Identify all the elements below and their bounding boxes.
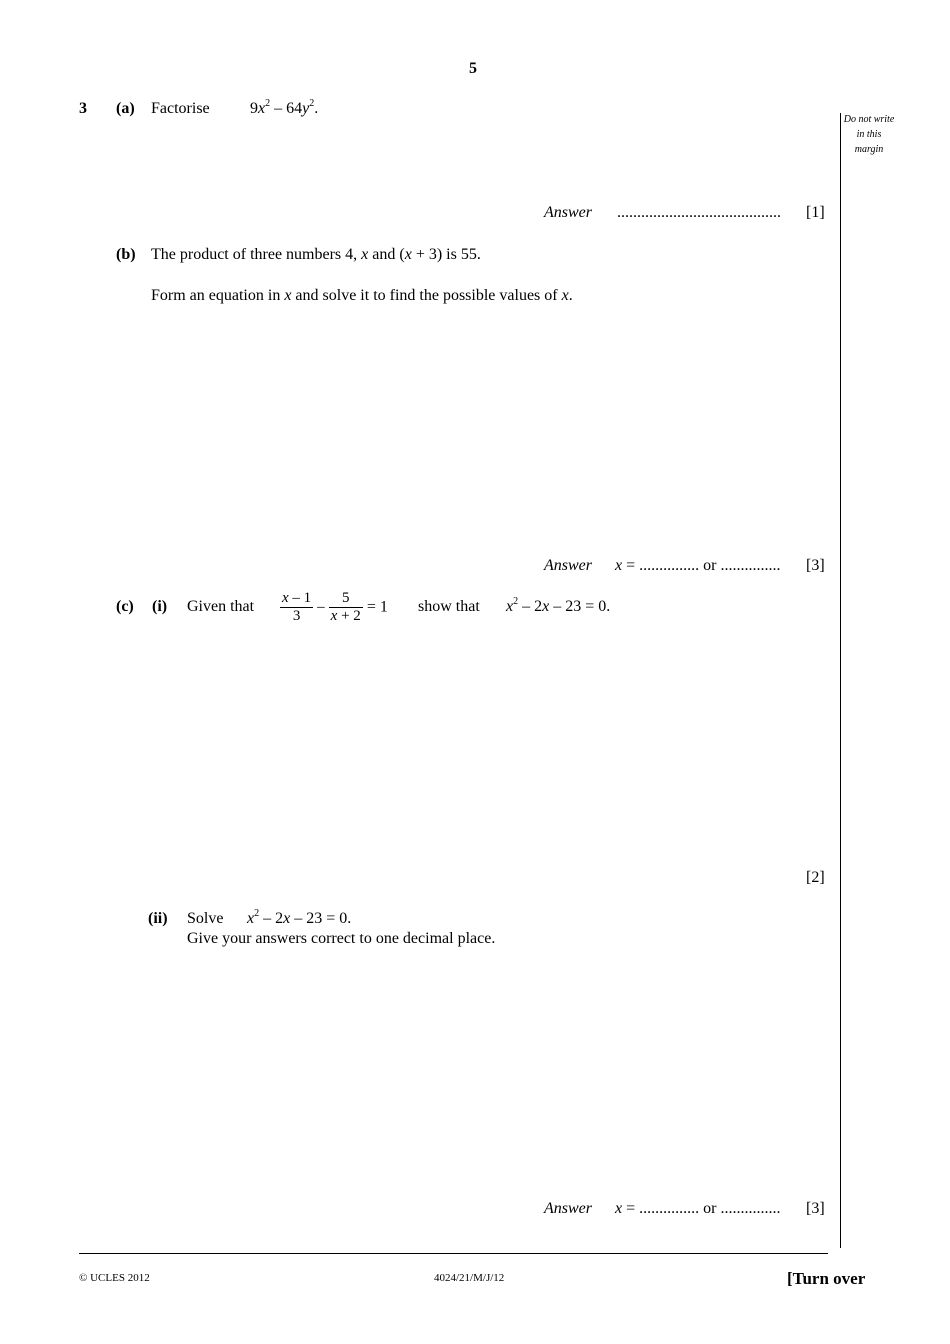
part-c-ii-marks: [3] bbox=[806, 1200, 825, 1217]
part-a-instruction: Factorise bbox=[151, 100, 210, 117]
footer-turn-over: [Turn over bbox=[787, 1269, 866, 1288]
margin-note: Do not write in this margin bbox=[843, 114, 895, 155]
part-c-i-equation: $\frac{x - 1}{3}$ – $\frac{5}{x + 2}$ = 1 bbox=[282, 590, 388, 624]
part-c-ii-equation: $x^2 - 2x - 23 = 0$. bbox=[247, 908, 352, 927]
part-b-marks: [3] bbox=[806, 557, 825, 574]
part-c-i-marks: [2] bbox=[806, 869, 825, 886]
part-c-i-target-equation: $x^2 - 2x - 23 = 0$. bbox=[506, 596, 611, 615]
part-b-text-2: Form an equation in x and solve it to find the possible values of x. bbox=[151, 287, 573, 304]
part-b-answer-label: Answer bbox=[544, 557, 592, 574]
part-c-i-given: Given that bbox=[187, 598, 255, 615]
question-number: 3 bbox=[79, 100, 87, 117]
part-b-label: (b) bbox=[116, 246, 136, 263]
footer-code: 4024/21/M/J/12 bbox=[434, 1272, 505, 1284]
part-c-ii-instruction: Give your answers correct to one decimal place. bbox=[187, 930, 496, 947]
part-c-ii-answer-line[interactable]: x = ............... or ............... bbox=[615, 1200, 781, 1217]
part-c-label: (c) bbox=[116, 598, 134, 615]
fraction-two: $\frac{5}{x + 2}$ bbox=[330, 590, 361, 624]
part-c-ii-solve: Solve bbox=[187, 910, 224, 927]
part-a-answer-label: Answer bbox=[544, 204, 592, 221]
page-number: 5 bbox=[469, 60, 477, 77]
part-a-answer-line[interactable]: ......................................... bbox=[617, 204, 781, 221]
margin-rule bbox=[840, 113, 841, 1248]
fraction-one: $\frac{x - 1}{3}$ bbox=[282, 590, 312, 624]
part-c-ii-answer-label: Answer bbox=[544, 1200, 592, 1217]
footer-copyright: © UCLES 2012 bbox=[79, 1272, 150, 1284]
part-a-expression: $9x^2 - 64y^2$. bbox=[250, 98, 319, 117]
part-c-i-label: (i) bbox=[152, 598, 168, 615]
part-a-marks: [1] bbox=[806, 204, 825, 221]
part-c-i-show: show that bbox=[418, 598, 480, 615]
part-b-answer-line[interactable]: x = ............... or ............... bbox=[615, 557, 781, 574]
footer-rule bbox=[79, 1253, 828, 1254]
part-c-ii-label: (ii) bbox=[148, 910, 168, 927]
part-b-text-1: The product of three numbers 4, x and (x + 3) is 55. bbox=[151, 246, 481, 263]
part-a-label: (a) bbox=[116, 100, 135, 117]
